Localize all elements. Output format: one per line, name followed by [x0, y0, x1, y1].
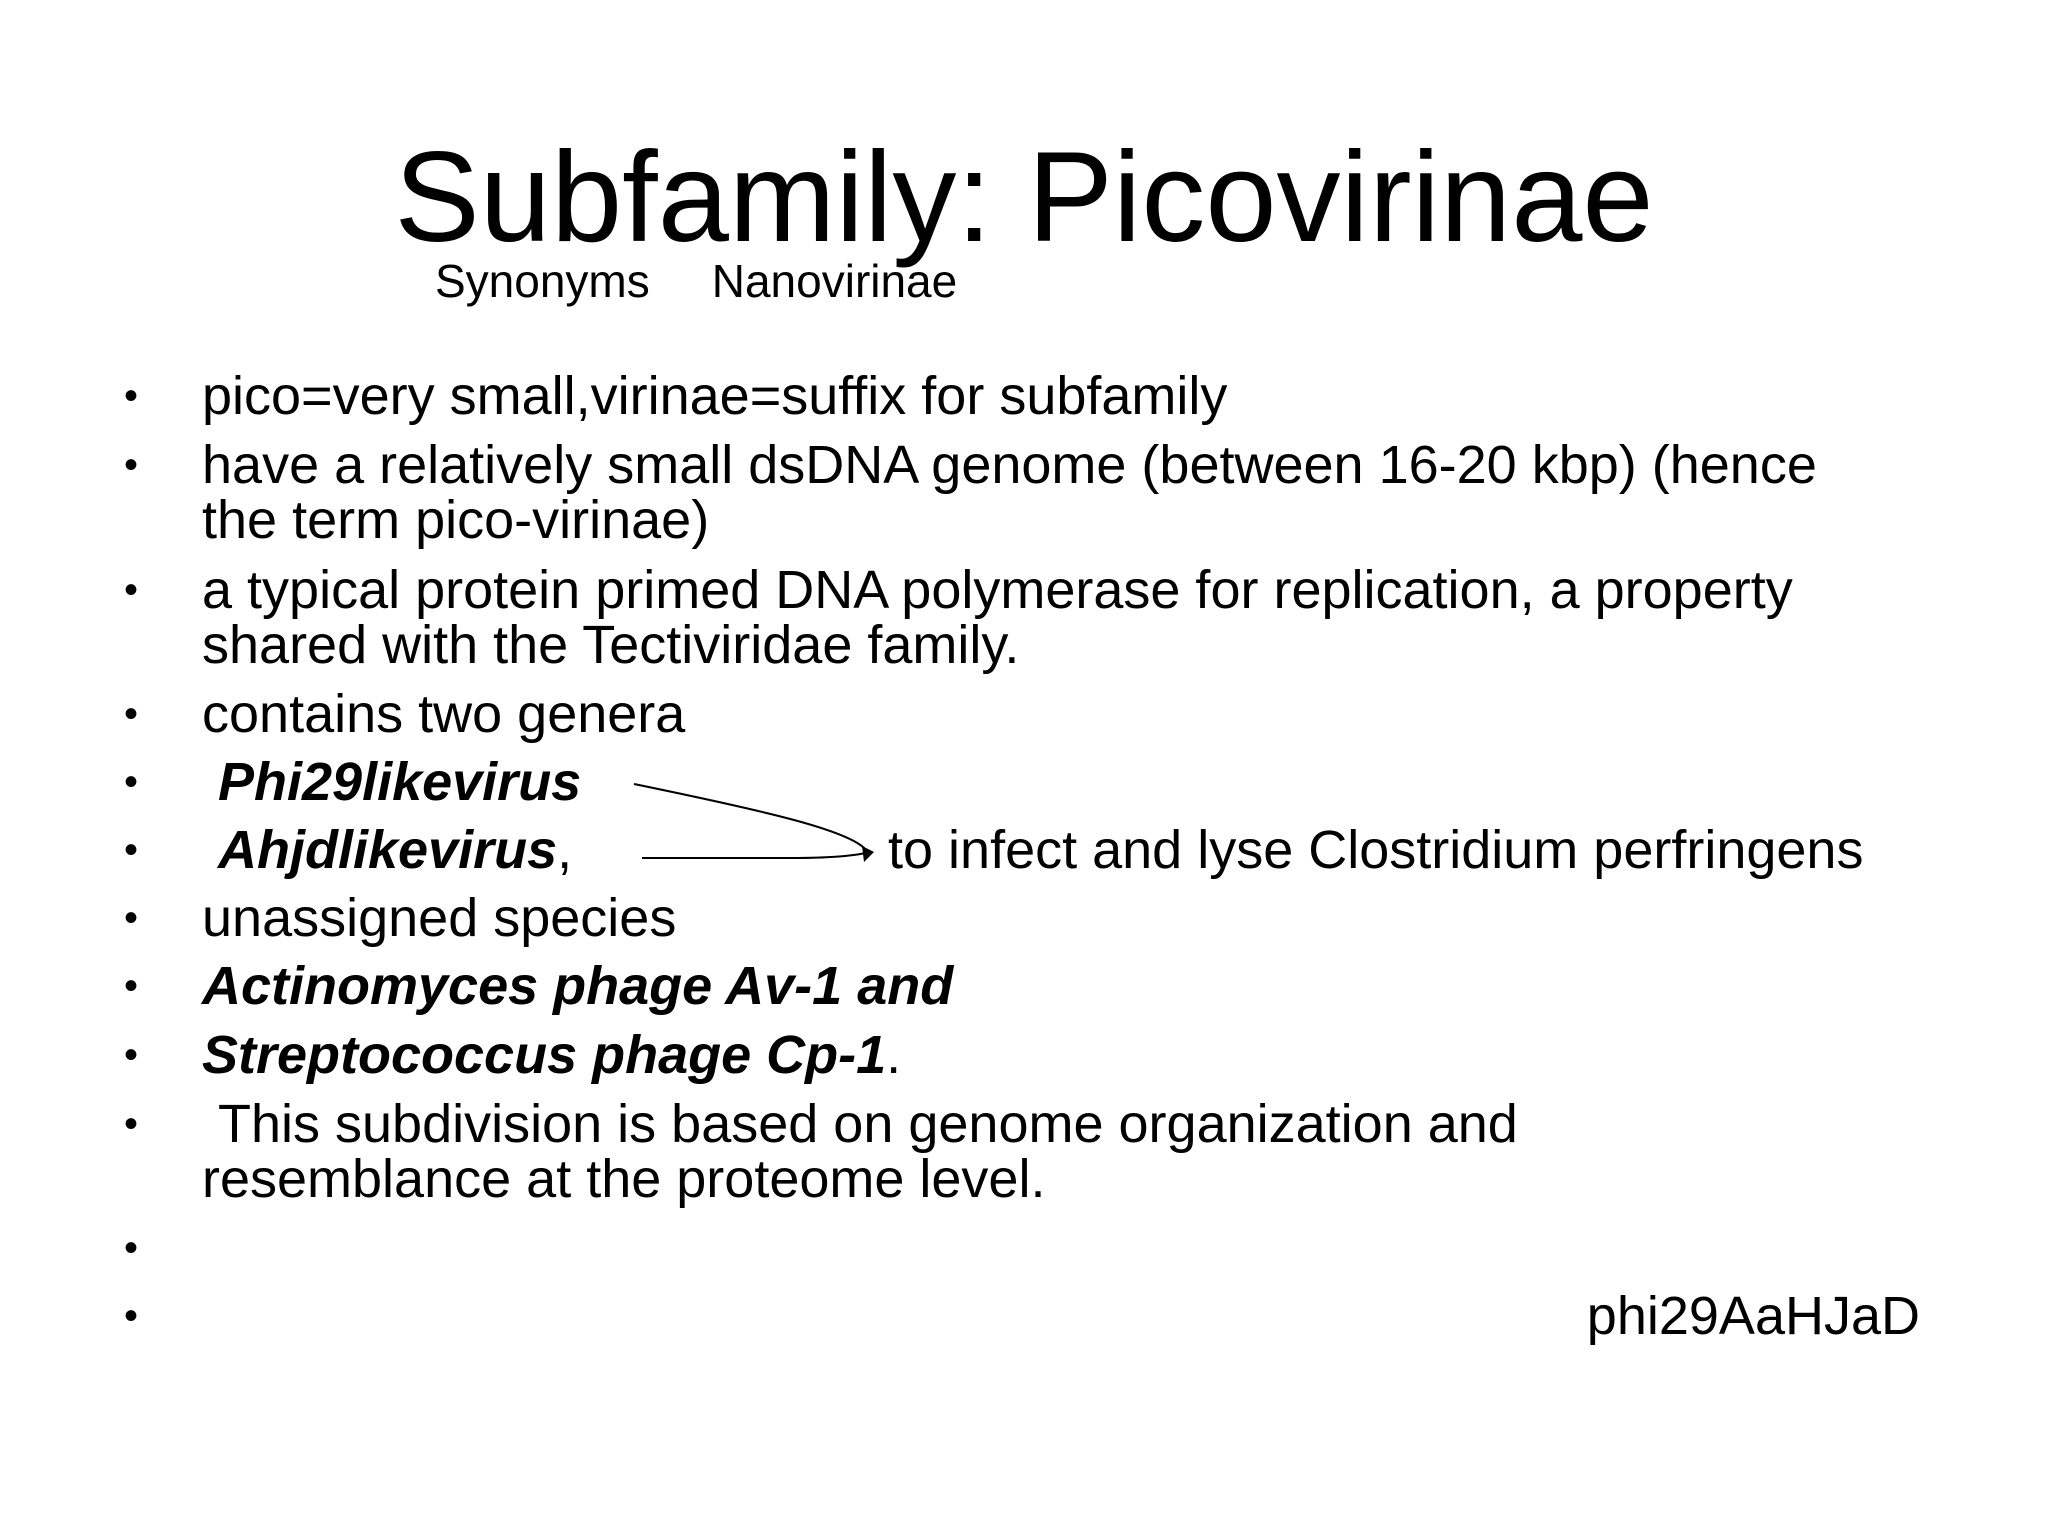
bullet-marker: • [124, 692, 139, 736]
genus-note: to infect and lyse Clostridium perfringens [888, 820, 1864, 880]
bullet-text [202, 958, 953, 1015]
synonyms-line [435, 253, 957, 309]
bullet-text: the term pico-virinae) [202, 490, 710, 550]
bullet-text [218, 822, 572, 879]
synonyms-value: Nanovirinae [711, 255, 958, 307]
bullet-text: a typical protein primed DNA polymerase for replication, a property [202, 560, 1793, 620]
bullet-suffix: . [886, 1025, 902, 1085]
bullet-marker: • [124, 443, 139, 487]
bullet-marker: • [124, 1294, 139, 1338]
genus-name: Ahjdlikevirus [218, 820, 558, 880]
species-name: Actinomyces phage Av-1 and [202, 956, 954, 1016]
footer-tag: phi29AaHJaD [1586, 1286, 1920, 1346]
bullet-text: shared with the Tectiviridae family. [202, 615, 1020, 675]
bullet-marker: • [124, 374, 139, 418]
bullet-text [202, 1027, 901, 1084]
bullet-text: have a relatively small dsDNA genome (between 16-20 kbp) (hence [202, 435, 1817, 495]
bullet-marker: • [124, 964, 139, 1008]
bullet-text: This subdivision is based on genome organization and [218, 1094, 1518, 1154]
bullet-text [218, 754, 581, 811]
species-name: Streptococcus phage Cp-1 [202, 1025, 887, 1085]
arrowhead-icon [862, 846, 874, 862]
genus-name: Phi29likevirus [218, 752, 582, 812]
curved-arrow-line [634, 784, 866, 850]
bullet-marker: • [124, 828, 139, 872]
bullet-text: unassigned species [202, 888, 677, 948]
bullet-marker: • [124, 568, 139, 612]
bullet-marker: • [124, 896, 139, 940]
bullet-text: pico=very small,virinae=suffix for subfamily [202, 366, 1228, 426]
straight-arrow-line [642, 852, 870, 858]
synonyms-label: Synonyms [435, 255, 650, 307]
slide-title: Subfamily: Picovirinae [394, 126, 1654, 269]
bullet-text: resemblance at the proteome level. [202, 1149, 1046, 1209]
bullet-marker: • [124, 1033, 139, 1077]
bullet-marker: • [124, 1102, 139, 1146]
bullet-marker: • [124, 1226, 139, 1270]
bullet-text: contains two genera [202, 684, 686, 744]
bullet-suffix: , [557, 820, 573, 880]
bullet-marker: • [124, 760, 139, 804]
